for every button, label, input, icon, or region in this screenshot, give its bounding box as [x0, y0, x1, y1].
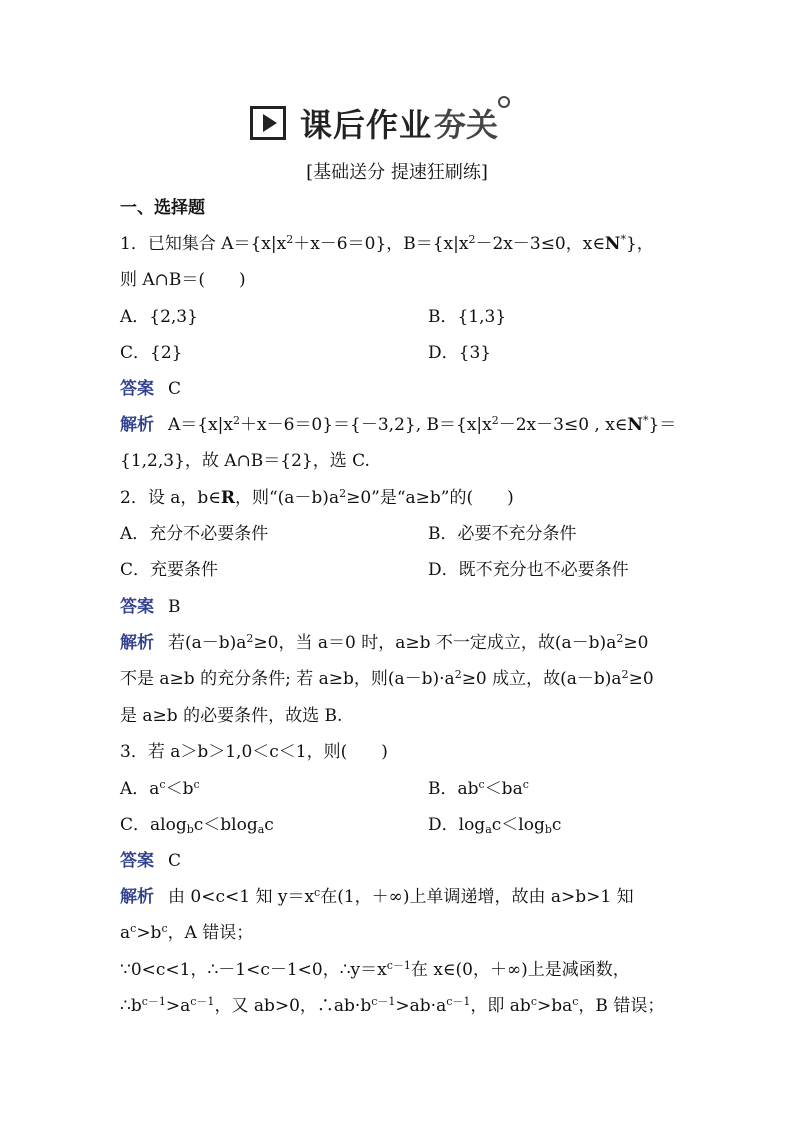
q2-option-b: B．必要不充分条件: [428, 524, 577, 544]
q2-stem: 2．设 a，b∈R，则“$(a-b)a^2\ge 0$”是“a≥b”的( ): [120, 487, 514, 508]
q3-answer: 答案 C: [120, 851, 182, 871]
q1-answer: 答案 C: [120, 379, 182, 399]
q3-option-a: A．$a^c<b^c$: [120, 778, 200, 799]
q1-option-d: D．{3}: [428, 343, 492, 363]
brand-logo: 夯关: [434, 100, 498, 146]
q1-option-c: C．{2}: [120, 343, 183, 363]
q3-option-b: B．$ab^c<ba^c$: [428, 778, 529, 799]
q2-option-a: A．充分不必要条件: [120, 524, 269, 544]
q2-option-c: C．充要条件: [120, 560, 219, 580]
q1-analysis-line2: {1,2,3}，故 A∩B＝{2}，选 C.: [120, 451, 370, 471]
q1-stem-line1: 1．已知集合 $A=\{x|x^2+x-6=0\}$，$B=\{x|x^2-2x-3\le 0$，x∈N*}，: [120, 233, 654, 254]
subtitle: [基础送分 提速狂刷练]: [306, 162, 488, 183]
q1-option-a: A．{2,3}: [120, 307, 198, 327]
q1-option-b: B．{1,3}: [428, 307, 507, 327]
header: [250, 98, 550, 148]
q3-analysis-line2: $a^c>b^c$，A 错误；: [120, 922, 254, 943]
section-title: 一、选择题: [120, 198, 205, 218]
q2-analysis-line1: 解析 若$(a-b)a^2\ge 0$，当 a＝0 时，a≥b 不一定成立，故$(a-b)a^2\ge 0$: [120, 632, 649, 653]
q3-analysis-line4: $\therefore b^{c-1}>a^{c-1}$，又 ab>0，$\therefore ab\cdot b^{c-1}>ab\cdot a^{c-1}$，即 $ab^c>ba^c$，B 错误；: [120, 995, 665, 1016]
q2-answer: 答案 B: [120, 597, 181, 617]
q1-analysis-line1: 解析 $A=\{x|x^2+x-6=0\}=\{-3,2\}$, $B=\{x|x^2-2x-3\le 0$ , x∈N*}＝: [120, 414, 677, 435]
q2-option-d: D．既不充分也不必要条件: [428, 560, 629, 580]
header-title: 课后作业: [300, 106, 433, 144]
q3-stem: 3．若 a＞b＞1,0＜c＜1，则( ): [120, 742, 388, 762]
q3-option-c: C．alog$_b$c＜blog$_a$c: [120, 815, 274, 836]
q1-stem-line2: 则 A∩B＝( ): [120, 270, 246, 290]
q2-analysis-line3: 是 a≥b 的必要条件，故选 B.: [120, 706, 343, 726]
q2-analysis-line2: 不是 a≥b 的充分条件; 若 a≥b，则$(a-b)\cdot a^2\ge 0$ 成立，故$(a-b)a^2\ge 0$: [120, 668, 654, 689]
q3-option-d: D．$\log_ac<\log_bc$: [428, 815, 562, 836]
q3-analysis-line1: 解析 由 0<c<1 知 $y=x^c$在(1，＋∞)上单调递增，故由 a>b>1 知: [120, 886, 634, 907]
play-icon: [250, 106, 286, 140]
q3-analysis-line3: ∵0<c<1，∴－1<c－1<0，$\therefore y=x^{c-1}$在 x∈(0，＋∞)上是减函数，: [120, 959, 630, 980]
brand-mark-icon: [498, 96, 510, 108]
